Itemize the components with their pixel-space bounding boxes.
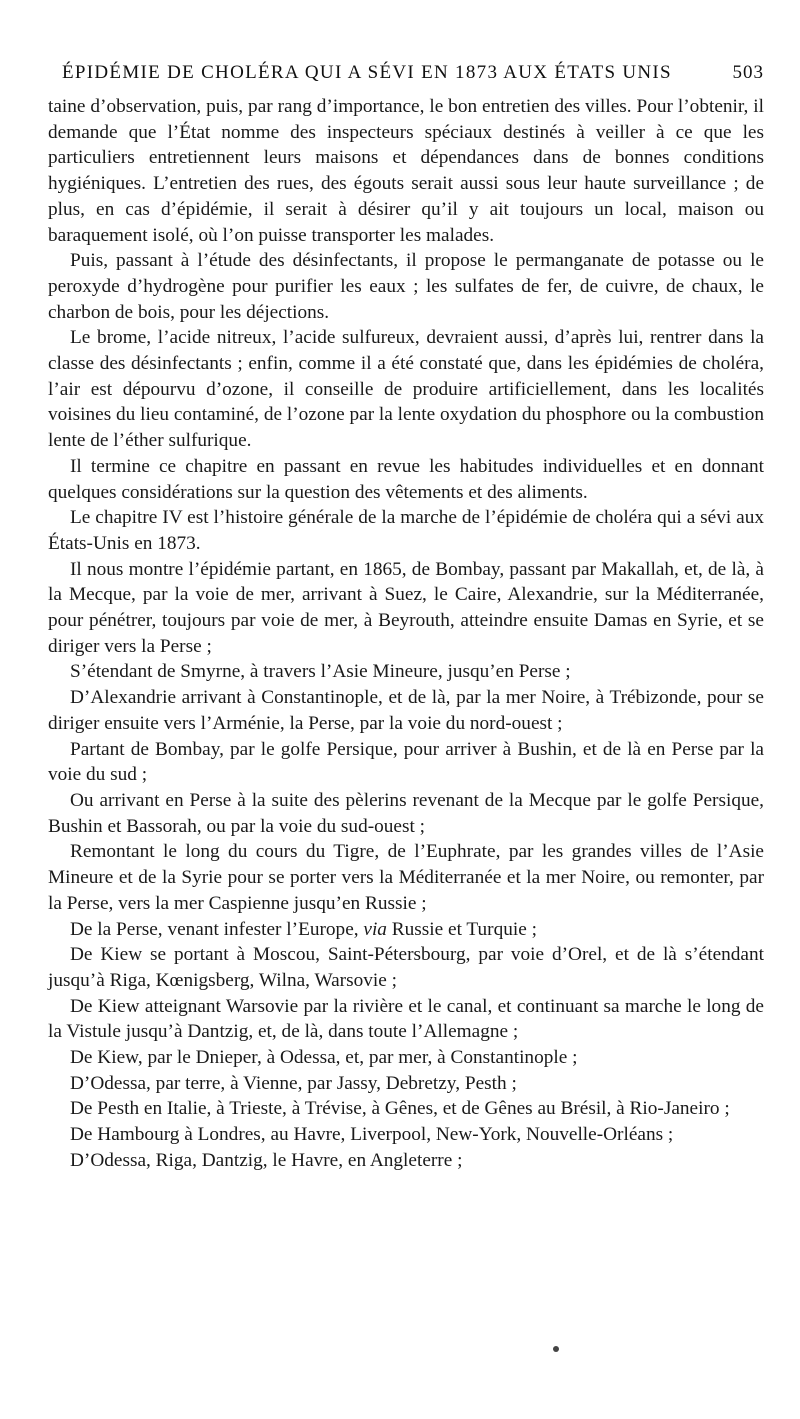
ink-spot — [553, 1346, 559, 1352]
paragraph-text: De la Perse, venant infester l’Europe, — [70, 918, 364, 940]
italic-word: via — [363, 918, 387, 940]
paragraph: D’Alexandrie arrivant à Constantinople, et de là, par la mer Noire, à Trébizonde, pour se diriger ensuite vers l’Arménie, la Perse, par la voie du nord-ouest ; — [48, 687, 764, 734]
body-text — [48, 94, 764, 1174]
document-page — [48, 62, 764, 1174]
paragraph: Il nous montre l’épidémie partant, en 1865, de Bombay, passant par Makallah, et, de là, à la Mecque, par la voie de mer, arrivant à Suez, le Caire, Alexandrie, sur la Méditerranée, pour pénétrer, toujours par voie de mer, à Beyrouth, atteindre ensuite Damas en Syrie, et se diriger vers la Perse ; — [48, 558, 764, 657]
paragraph: Le chapitre IV est l’histoire générale de la marche de l’épidémie de choléra qui a sévi aux États-Unis en 1873. — [48, 507, 764, 554]
paragraph: Il termine ce chapitre en passant en revue les habitudes individuelles et en donnant quelques considérations sur la question des vêtements et des aliments. — [48, 455, 764, 503]
paragraph — [48, 917, 764, 943]
paragraph: De Pesth en Italie, à Trieste, à Trévise, à Gênes, et de Gênes au Brésil, à Rio-Janeiro ; — [70, 1098, 730, 1120]
paragraph-text: Russie et Turquie ; — [386, 918, 537, 940]
paragraph: De Kiew atteignant Warsovie par la rivière et le canal, et continuant sa marche le long de la Vistule jusqu’à Dantzig, et, de là, dans toute l’Allemagne ; — [48, 995, 764, 1043]
paragraph: Partant de Bombay, par le golfe Persique, pour arriver à Bushin, et de là en Perse par la voie du sud ; — [48, 738, 764, 786]
paragraph: Puis, passant à l’étude des désinfectants, il propose le permanganate de potasse ou le peroxyde d’hydrogène pour purifier les eaux ; les sulfates de fer, de cuivre, de chaux, le charbon de bois, pour les déjections. — [48, 250, 764, 323]
running-title: ÉPIDÉMIE DE CHOLÉRA QUI A SÉVI EN 1873 AUX ÉTATS UNIS — [62, 62, 672, 83]
running-header — [62, 62, 764, 84]
paragraph: S’étendant de Smyrne, à travers l’Asie Mineure, jusqu’en Perse ; — [70, 661, 571, 683]
paragraph: De Kiew se portant à Moscou, Saint-Pétersbourg, par voie d’Orel, et de là s’étendant jusqu’à Riga, Kœnigsberg, Wilna, Warsovie ; — [48, 944, 764, 991]
paragraph: De Hambourg à Londres, au Havre, Liverpool, New-York, Nouvelle-Orléans ; — [70, 1124, 674, 1146]
paragraph: taine d’observation, puis, par rang d’importance, le bon entretien des villes. Pour l’obtenir, il demande que l’État nomme des inspecteurs spéciaux destinés à veiller à ce que les particuliers entretiennent leurs maisons et dépendances dans de bonnes conditions hygiéniques. L’entretien des rues, des égouts serait aussi sous leur haute surveillance ; de plus, en cas d’épidémie, il serait à désirer qu’il y ait toujours un local, maison ou baraquement isolé, où l’on puisse transporter les malades. — [48, 96, 764, 246]
paragraph: De Kiew, par le Dnieper, à Odessa, et, par mer, à Constantinople ; — [70, 1047, 578, 1069]
paragraph: Remontant le long du cours du Tigre, de l’Euphrate, par les grandes villes de l’Asie Mineure et de la Syrie pour se porter vers la Méditerranée et la mer Noire, ou remonter, par la Perse, vers la mer Caspienne jusqu’en Russie ; — [48, 841, 764, 914]
page-number: 503 — [732, 62, 764, 83]
paragraph: Ou arrivant en Perse à la suite des pèlerins revenant de la Mecque par le golfe Persique, Bushin et Bassorah, ou par la voie du sud-ouest ; — [48, 789, 764, 837]
paragraph: Le brome, l’acide nitreux, l’acide sulfureux, devraient aussi, d’après lui, rentrer dans la classe des désinfectants ; enfin, comme il a été constaté que, dans les épidémies de choléra, l’air est dépourvu d’ozone, il conseille de produire artificiellement, dans les localités voisines du lieu contaminé, de l’ozone par la lente oxydation du phosphore ou la combustion lente de l’éther sulfurique. — [48, 327, 764, 452]
paragraph: D’Odessa, par terre, à Vienne, par Jassy, Debretzy, Pesth ; — [70, 1072, 517, 1094]
paragraph: D’Odessa, Riga, Dantzig, le Havre, en Angleterre ; — [70, 1149, 463, 1171]
